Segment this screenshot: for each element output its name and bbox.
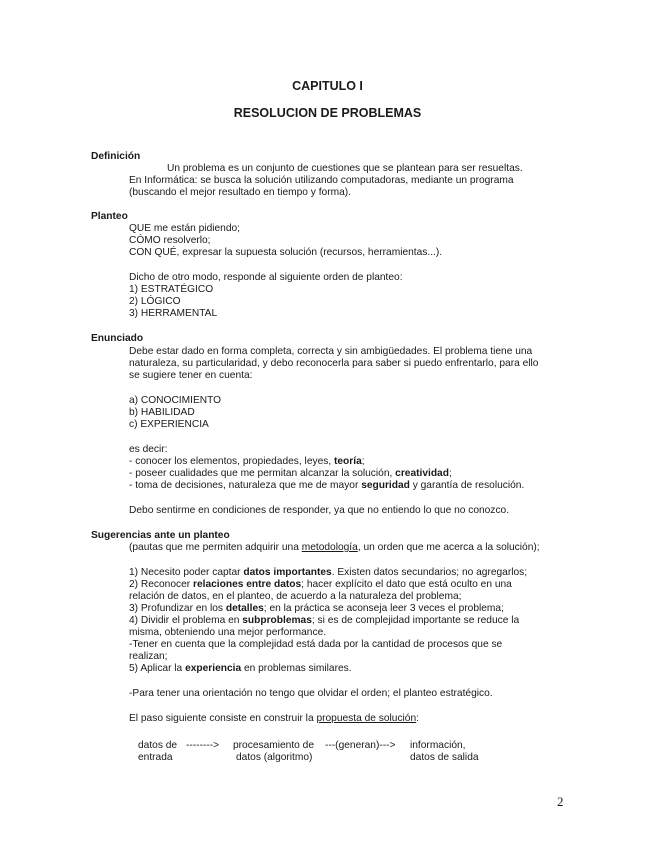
planteo-item: 1) ESTRATÉGICO: [129, 284, 214, 295]
definicion-line: Un problema es un conjunto de cuestiones que se plantean para ser resueltas.: [167, 163, 523, 174]
page-number: 2: [557, 794, 564, 809]
planteo-line: CON QUÉ, expresar la supuesta solución (recursos, herramientas...).: [129, 247, 443, 258]
sugerencia-line: misma, obteniendo una mejor performance.: [129, 627, 327, 638]
sugerencias-intro: (pautas que me permiten adquirir una metodología, un orden que me acerca a la solución);: [129, 542, 540, 553]
planteo-item: 2) LÓGICO: [129, 296, 181, 307]
flow-algoritmo: datos (algoritmo): [236, 752, 313, 763]
paso-siguiente-line: El paso siguiente consiste en construir la propuesta de solución:: [129, 713, 419, 724]
es-decir-label: es decir:: [129, 444, 168, 455]
flow-arrow-generan: ---(generan)--->: [325, 740, 396, 751]
definicion-heading: Definición: [91, 151, 141, 162]
enunciado-line: naturaleza, su particularidad, y debo reconocerla para saber si puedo enfrentarlo, para ello: [129, 358, 539, 369]
flow-procesamiento: procesamiento de: [233, 740, 314, 751]
chapter-title: CAPITULO I: [292, 79, 363, 93]
flow-entrada: entrada: [138, 752, 173, 763]
enunciado-item: c) EXPERIENCIA: [129, 419, 209, 430]
flow-arrow: -------->: [186, 740, 220, 751]
sugerencia-line: relación de datos, en el planteo, de acuerdo a la naturaleza del problema;: [129, 591, 462, 602]
planteo-line: CÓMO resolverlo;: [129, 235, 211, 246]
enunciado-bullet: - conocer los elementos, propiedades, leyes, teoría;: [129, 456, 365, 467]
enunciado-closing: Debo sentirme en condiciones de responder, ya que no entiendo lo que no conozco.: [129, 505, 510, 516]
sugerencia-item: 5) Aplicar la experiencia en problemas similares.: [129, 663, 352, 674]
planteo-item: 3) HERRAMENTAL: [129, 308, 218, 319]
enunciado-line: Debe estar dado en forma completa, correcta y sin ambigüedades. El problema tiene una: [129, 346, 533, 357]
planteo-line: QUE me están pidiendo;: [129, 223, 240, 234]
sugerencia-item: 3) Profundizar en los detalles; en la práctica se aconseja leer 3 veces el problema;: [129, 603, 504, 614]
definicion-line: (buscando el mejor resultado en tiempo y forma).: [129, 187, 351, 198]
sugerencia-item: 2) Reconocer relaciones entre datos; hacer explícito el dato que está oculto en una: [129, 579, 512, 590]
sugerencias-heading: Sugerencias ante un planteo: [91, 530, 230, 541]
sugerencia-item: 4) Dividir el problema en subproblemas; si es de complejidad importante se reduce la: [129, 615, 520, 626]
enunciado-item: a) CONOCIMIENTO: [129, 395, 222, 406]
planteo-heading: Planteo: [91, 211, 128, 222]
sugerencia-line: realizan;: [129, 651, 168, 662]
flow-informacion: información,: [410, 740, 466, 751]
enunciado-line: se sugiere tener en cuenta:: [129, 370, 253, 381]
definicion-line: En Informática: se busca la solución utilizando computadoras, mediante un programa: [129, 175, 514, 186]
enunciado-bullet: - toma de decisiones, naturaleza que me de mayor seguridad y garantía de resolución.: [129, 480, 525, 491]
enunciado-item: b) HABILIDAD: [129, 407, 195, 418]
sugerencia-line: -Tener en cuenta que la complejidad está dada por la cantidad de procesos que se: [129, 639, 503, 650]
orientacion-line: -Para tener una orientación no tengo que olvidar el orden; el planteo estratégico.: [129, 688, 493, 699]
planteo-intro: Dicho de otro modo, responde al siguiente orden de planteo:: [129, 272, 403, 283]
enunciado-heading: Enunciado: [91, 333, 144, 344]
chapter-subtitle: RESOLUCION DE PROBLEMAS: [233, 106, 422, 120]
flow-datos-de: datos de: [138, 740, 178, 751]
sugerencia-item: 1) Necesito poder captar datos importantes. Existen datos secundarios; no agregarlos;: [129, 567, 528, 578]
flow-salida: datos de salida: [410, 752, 479, 763]
enunciado-bullet: - poseer cualidades que me permitan alcanzar la solución, creatividad;: [129, 468, 452, 479]
